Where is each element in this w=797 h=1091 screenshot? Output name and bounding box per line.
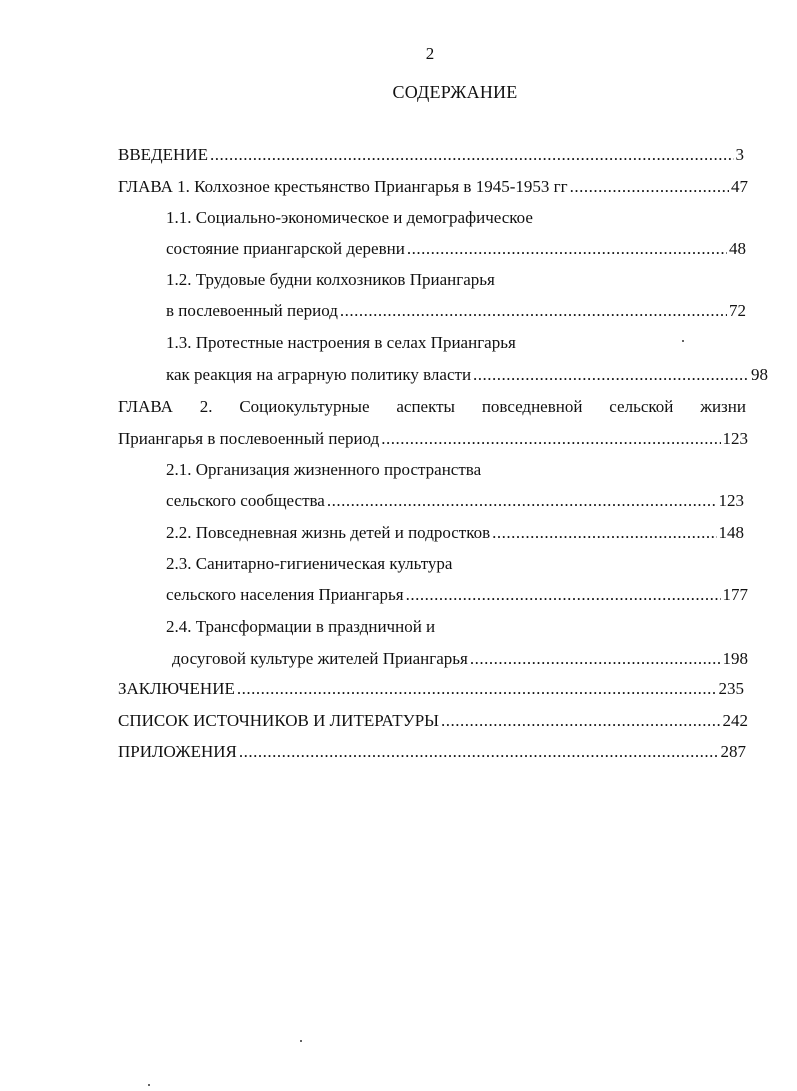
scan-speck [300, 1040, 302, 1042]
toc-entry-section-2-3[interactable] [166, 584, 748, 606]
toc-page-number: 48 [729, 239, 746, 258]
toc-leader-dots [473, 364, 749, 386]
toc-word: Социокультурные [239, 397, 370, 416]
toc-entry-conclusion[interactable] [118, 678, 744, 700]
toc-label: сельского населения Приангарья [166, 585, 404, 604]
toc-entry-sources[interactable] [118, 710, 748, 732]
toc-label: сельского сообщества [166, 491, 325, 510]
scan-speck [682, 340, 684, 342]
toc-leader-dots [470, 648, 721, 670]
toc-leader-dots [239, 741, 719, 763]
toc-page-number: 72 [729, 301, 746, 320]
toc-leader-dots [210, 144, 734, 166]
toc-page-number: 148 [718, 523, 744, 542]
toc-leader-dots [340, 300, 727, 322]
toc-page-number: 242 [722, 711, 748, 730]
toc-entry-section-1-2[interactable] [166, 300, 746, 322]
toc-entry-appendices[interactable] [118, 741, 746, 763]
toc-leader-dots [381, 428, 720, 450]
toc-entry-section-1-3[interactable] [166, 364, 768, 386]
toc-entry-section-2-4-line1[interactable]: 2.4. Трансформации в праздничной и [166, 617, 436, 636]
toc-word: повседневной [481, 397, 583, 416]
toc-word: сельской [609, 397, 674, 416]
toc-entry-section-1-2-line1[interactable]: 1.2. Трудовые будни колхозников Приангарья [166, 270, 495, 289]
toc-page-number: 123 [722, 429, 748, 448]
toc-entry-chapter-1[interactable] [118, 176, 748, 198]
toc-entry-section-2-4[interactable] [172, 648, 748, 670]
toc-page-number: 177 [722, 585, 748, 604]
toc-word: 2. [199, 397, 213, 416]
toc-entry-section-1-1[interactable] [166, 238, 746, 260]
toc-entry-section-1-1-line1[interactable]: 1.1. Социально-экономическое и демографическое [166, 208, 533, 227]
toc-leader-dots [237, 678, 717, 700]
toc-leader-dots [441, 710, 721, 732]
toc-entry-section-1-3-line1[interactable]: 1.3. Протестные настроения в селах Приангарья [166, 333, 516, 352]
toc-label: ВВЕДЕНИЕ [118, 145, 208, 164]
toc-page-number: 3 [735, 145, 744, 164]
toc-word: ГЛАВА [118, 397, 173, 416]
toc-page-number: 123 [718, 491, 744, 510]
toc-word: аспекты [396, 397, 455, 416]
toc-label: как реакция на аграрную политику власти [166, 365, 472, 384]
toc-label: СПИСОК ИСТОЧНИКОВ И ЛИТЕРАТУРЫ [118, 711, 439, 730]
toc-entry-section-2-1-line1[interactable]: 2.1. Организация жизненного пространства [166, 460, 482, 479]
toc-label: Приангарья в послевоенный период [118, 429, 380, 448]
toc-leader-dots [570, 176, 729, 198]
toc-entry-chapter-2[interactable] [118, 428, 748, 450]
toc-entry-section-2-1[interactable] [166, 490, 744, 512]
page-title: СОДЕРЖАНИЕ [392, 82, 518, 102]
toc-leader-dots [327, 490, 717, 512]
toc-label: 2.2. Повседневная жизнь детей и подростков [166, 523, 491, 542]
toc-label: досуговой культуре жителей Приангарья [172, 649, 468, 668]
toc-leader-dots [492, 522, 716, 544]
toc-label: в послевоенный период [166, 301, 338, 320]
toc-entry-chapter-2-line1[interactable] [118, 396, 746, 418]
scan-speck [148, 1084, 150, 1086]
toc-leader-dots [406, 584, 721, 606]
toc-word: жизни [700, 397, 746, 416]
toc-label: ГЛАВА 1. Колхозное крестьянство Приангарья в 1945-1953 гг [118, 177, 568, 196]
toc-label: состояние приангарской деревни [166, 239, 405, 258]
toc-page-number: 98 [751, 365, 768, 384]
toc-page-number: 287 [720, 742, 746, 761]
toc-label: ПРИЛОЖЕНИЯ [118, 742, 237, 761]
toc-entry-introduction[interactable] [118, 144, 744, 166]
toc-entry-section-2-3-line1[interactable]: 2.3. Санитарно-гигиеническая культура [166, 554, 453, 573]
toc-page-number: 47 [731, 177, 748, 196]
toc-page-number: 235 [718, 679, 744, 698]
toc-page-number: 198 [722, 649, 748, 668]
toc-leader-dots [407, 238, 727, 260]
toc-entry-section-2-2[interactable] [166, 522, 744, 544]
page-number: 2 [425, 44, 435, 63]
toc-label: ЗАКЛЮЧЕНИЕ [118, 679, 235, 698]
